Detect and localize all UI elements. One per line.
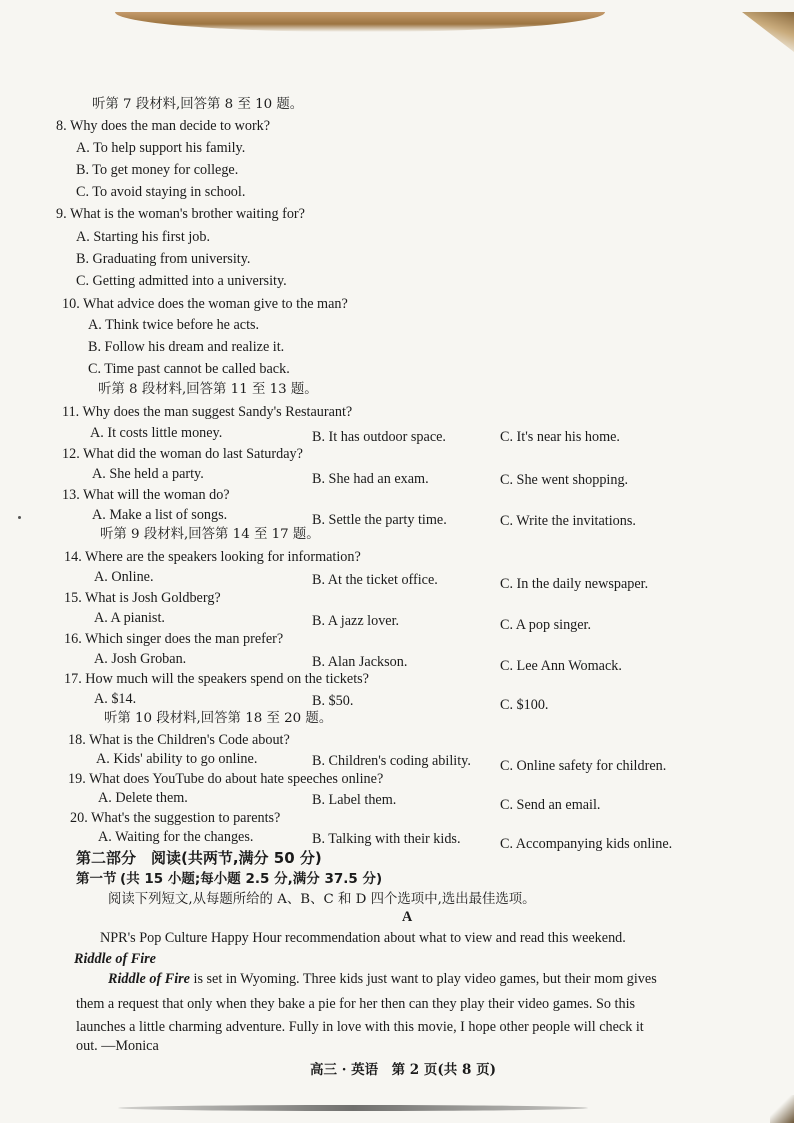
question-15-option-b[interactable]: B. A jazz lover. bbox=[312, 613, 400, 629]
question-18-option-c[interactable]: C. Online safety for children. bbox=[500, 758, 667, 774]
question-16-option-a[interactable]: A. Josh Groban. bbox=[94, 651, 187, 667]
question-17-option-a[interactable]: A. $14. bbox=[94, 691, 137, 707]
question-10: 10. What advice does the woman give to the man? bbox=[62, 296, 348, 312]
question-15-option-c[interactable]: C. A pop singer. bbox=[500, 617, 592, 633]
passage-intro: NPR's Pop Culture Happy Hour recommendation about what to view and read this weekend. bbox=[100, 930, 626, 946]
part-two-title: 第二部分 阅读(共两节,满分 50 分) bbox=[76, 849, 322, 867]
question-16-option-c[interactable]: C. Lee Ann Womack. bbox=[500, 658, 622, 674]
speck-mark bbox=[18, 516, 21, 519]
question-20-option-a[interactable]: A. Waiting for the changes. bbox=[98, 829, 254, 845]
question-12-option-c[interactable]: C. She went shopping. bbox=[500, 472, 629, 488]
passage-line-2: them a request that only when they bake a pie for her then can they play their video games. So this bbox=[76, 996, 636, 1012]
question-10-option-a[interactable]: A. Think twice before he acts. bbox=[88, 317, 260, 333]
reading-instruction: 阅读下列短文,从每题所给的 A、B、C 和 D 四个选项中,选出最佳选项。 bbox=[108, 892, 536, 907]
page-bottom-corner bbox=[770, 1095, 794, 1123]
question-10-option-c[interactable]: C. Time past cannot be called back. bbox=[88, 361, 290, 377]
question-16: 16. Which singer does the man prefer? bbox=[64, 631, 284, 647]
page-top-shadow bbox=[115, 12, 605, 32]
question-13-option-c[interactable]: C. Write the invitations. bbox=[500, 513, 636, 529]
question-14-option-c[interactable]: C. In the daily newspaper. bbox=[500, 576, 649, 592]
page-bottom-shadow bbox=[118, 1105, 588, 1111]
question-15: 15. What is Josh Goldberg? bbox=[64, 590, 221, 606]
question-8-option-b[interactable]: B. To get money for college. bbox=[76, 162, 239, 178]
question-11-option-a[interactable]: A. It costs little money. bbox=[90, 425, 223, 441]
section-heading-9: 听第 9 段材料,回答第 14 至 17 题。 bbox=[100, 527, 320, 542]
question-20-option-c[interactable]: C. Accompanying kids online. bbox=[500, 836, 673, 852]
question-19: 19. What does YouTube do about hate speeches online? bbox=[68, 771, 384, 787]
passage-item-title: Riddle of Fire bbox=[74, 951, 156, 967]
question-11-option-b[interactable]: B. It has outdoor space. bbox=[312, 429, 446, 445]
section-one-header: 第一节 (共 15 小题;每小题 2.5 分,满分 37.5 分) bbox=[76, 871, 383, 887]
question-17: 17. How much will the speakers spend on the tickets? bbox=[64, 671, 369, 687]
question-13-option-b[interactable]: B. Settle the party time. bbox=[312, 512, 447, 528]
section-heading-8: 听第 8 段材料,回答第 11 至 13 题。 bbox=[98, 382, 318, 397]
question-14-option-b[interactable]: B. At the ticket office. bbox=[312, 572, 438, 588]
question-12-option-b[interactable]: B. She had an exam. bbox=[312, 471, 429, 487]
question-13-option-a[interactable]: A. Make a list of songs. bbox=[92, 507, 228, 523]
question-13: 13. What will the woman do? bbox=[62, 487, 230, 503]
page-corner-fold bbox=[742, 12, 794, 52]
section-heading-10: 听第 10 段材料,回答第 18 至 20 题。 bbox=[104, 711, 333, 726]
question-9-option-b[interactable]: B. Graduating from university. bbox=[76, 251, 251, 267]
question-17-option-b[interactable]: B. $50. bbox=[312, 693, 354, 709]
question-12: 12. What did the woman do last Saturday? bbox=[62, 446, 303, 462]
question-20-option-b[interactable]: B. Talking with their kids. bbox=[312, 831, 461, 847]
question-19-option-a[interactable]: A. Delete them. bbox=[98, 790, 188, 806]
question-20: 20. What's the suggestion to parents? bbox=[70, 810, 281, 826]
question-19-option-b[interactable]: B. Label them. bbox=[312, 792, 397, 808]
passage-letter: A bbox=[402, 909, 413, 925]
question-14: 14. Where are the speakers looking for information? bbox=[64, 549, 361, 565]
question-16-option-b[interactable]: B. Alan Jackson. bbox=[312, 654, 408, 670]
question-17-option-c[interactable]: C. $100. bbox=[500, 697, 549, 713]
question-18-option-a[interactable]: A. Kids' ability to go online. bbox=[96, 751, 258, 767]
question-11: 11. Why does the man suggest Sandy's Restaurant? bbox=[62, 404, 353, 420]
question-9-option-a[interactable]: A. Starting his first job. bbox=[76, 229, 210, 245]
question-8-option-c[interactable]: C. To avoid staying in school. bbox=[76, 184, 246, 200]
passage-line-3: launches a little charming adventure. Fully in love with this movie, I hope other people will check it bbox=[76, 1019, 644, 1035]
passage-line-4: out. —Monica bbox=[76, 1038, 159, 1054]
question-12-option-a[interactable]: A. She held a party. bbox=[92, 466, 204, 482]
question-8-option-a[interactable]: A. To help support his family. bbox=[76, 140, 246, 156]
page-footer: 高三 · 英语 第 2 页(共 8 页) bbox=[310, 1062, 496, 1078]
passage-line-1: Riddle of Fire is set in Wyoming. Three kids just want to play video games, but their mom gives bbox=[108, 971, 657, 987]
question-18: 18. What is the Children's Code about? bbox=[68, 732, 290, 748]
question-9: 9. What is the woman's brother waiting for? bbox=[56, 206, 305, 222]
question-11-option-c[interactable]: C. It's near his home. bbox=[500, 429, 620, 445]
question-18-option-b[interactable]: B. Children's coding ability. bbox=[312, 753, 471, 769]
question-9-option-c[interactable]: C. Getting admitted into a university. bbox=[76, 273, 287, 289]
question-19-option-c[interactable]: C. Send an email. bbox=[500, 797, 601, 813]
question-10-option-b[interactable]: B. Follow his dream and realize it. bbox=[88, 339, 285, 355]
question-8: 8. Why does the man decide to work? bbox=[56, 118, 271, 134]
question-14-option-a[interactable]: A. Online. bbox=[94, 569, 154, 585]
question-15-option-a[interactable]: A. A pianist. bbox=[94, 610, 165, 626]
section-heading-7: 听第 7 段材料,回答第 8 至 10 题。 bbox=[92, 97, 304, 112]
